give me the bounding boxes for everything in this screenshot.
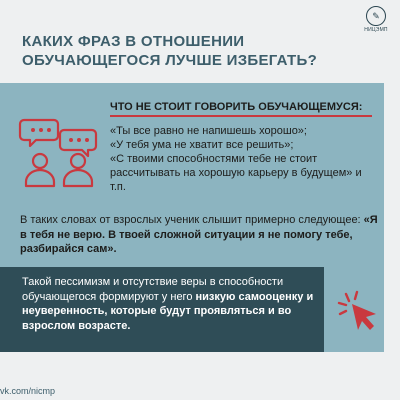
quote-list (110, 124, 378, 194)
logo-icon: ✎ (366, 6, 386, 26)
conclusion-text (22, 275, 318, 333)
quote-item: «У тебя ума не хватит все решить»; (110, 139, 294, 151)
heading-underline (110, 115, 372, 117)
logo-text: НИЦЭМП (364, 27, 388, 33)
quote-item: «Ты все равно не напишешь хорошо»; (110, 125, 307, 137)
quote-item: «С твоими способностями тебе не стоит рассчитывать на хорошую карьеру в будущем» и т.п. (110, 153, 362, 193)
paragraph-text: В таких словах от взрослых ученик слышит примерно следующее: (20, 214, 364, 226)
explanation-paragraph (20, 213, 378, 257)
people-chat-icon (18, 116, 100, 188)
page-title: КАКИХ ФРАЗ В ОТНОШЕНИИ ОБУЧАЮЩЕГОСЯ ЛУЧШЕ ИЗБЕГАТЬ? (22, 33, 318, 69)
logo (362, 6, 390, 33)
conclusion-plain: Такой пессимизм и отсутствие веры в способности обучающегося формируют у него (22, 276, 284, 303)
conclusion-emphasis: низкую самооценку и неуверенность, которые будут проявляться и во взрослом возрасте. (22, 290, 314, 332)
cursor-click-icon (336, 288, 380, 332)
footer-link[interactable]: vk.com/nicmp (0, 386, 56, 396)
section-heading: ЧТО НЕ СТОИТ ГОВОРИТЬ ОБУЧАЮЩЕМУСЯ: (110, 101, 363, 113)
paragraph-emphasis: «Я в тебя не верю. В твоей сложной ситуации я не помогу тебе, разбирайся сам». (20, 214, 378, 255)
